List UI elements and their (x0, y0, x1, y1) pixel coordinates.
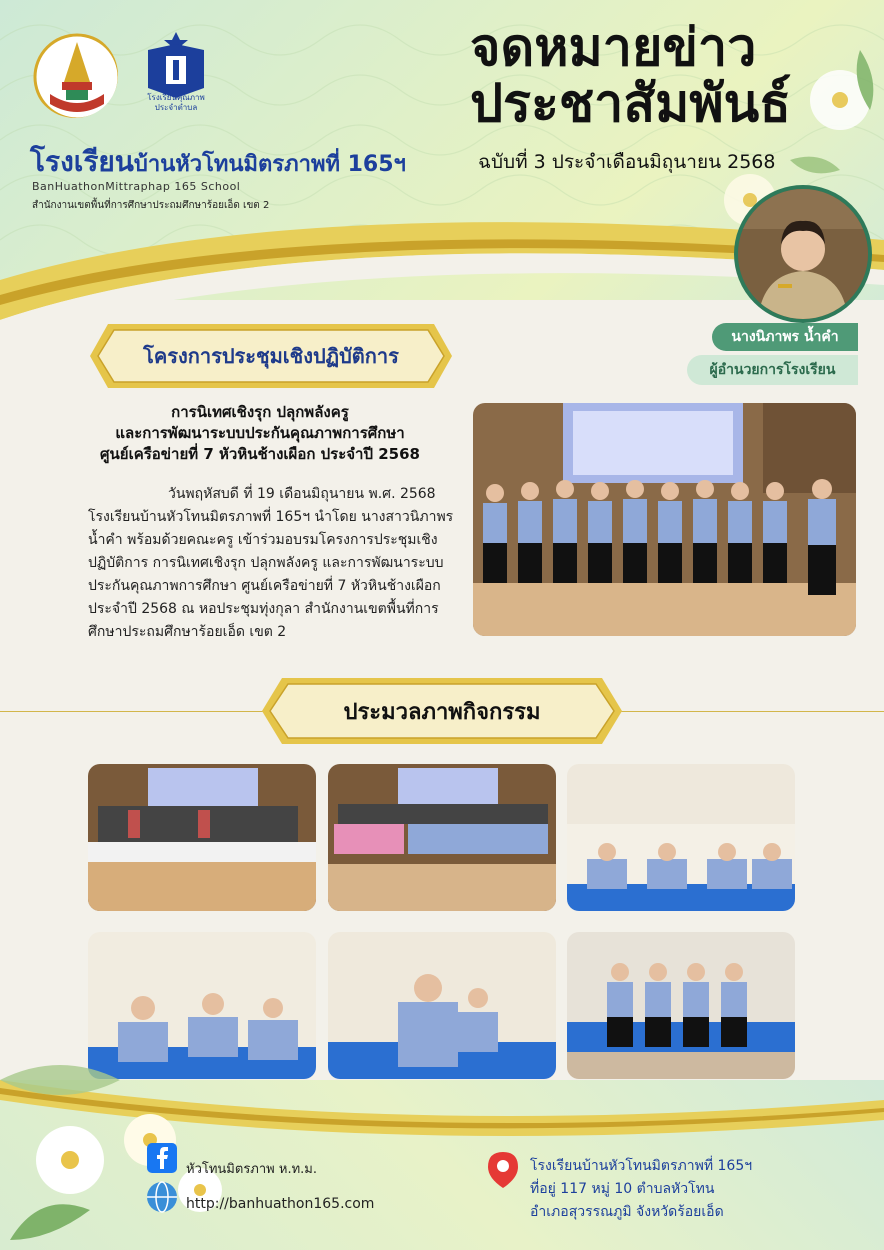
section-title-gallery: ประมวลภาพกิจกรรม (343, 699, 541, 725)
section-title-workshop: โครงการประชุมเชิงปฏิบัติการ (143, 344, 399, 368)
school-name (30, 140, 406, 184)
gallery-photo-2 (328, 764, 556, 911)
school-emblem-logo (32, 32, 118, 118)
newsletter-title-line1: จดหมายข่าว (470, 18, 757, 78)
headline-line-2: และการพัฒนาระบบประกันคุณภาพการศึกษา (115, 424, 405, 442)
director-name: นางนิภาพร น้ำคำ (712, 323, 858, 351)
facebook-icon[interactable] (147, 1143, 177, 1173)
gallery-photo-3 (567, 764, 795, 911)
facebook-link[interactable]: หัวโทนมิตรภาพ ห.ท.ม. (186, 1162, 317, 1177)
article-headline (60, 402, 460, 465)
quality-school-caption: โรงเรียนคุณภาพ ประจำตำบล (147, 93, 205, 112)
main-group-photo (473, 403, 856, 636)
article-body: วันพฤหัสบดี ที่ 19 เดือนมิถุนายน พ.ศ. 2568 โรงเรียนบ้านหัวโทนมิตรภาพที่ 165ฯ นำโดย นางสาวนิภาพร น้ำคำ พร้อมด้วยคณะครู เข้าร่วมอบรมโครงการประชุมเชิงปฏิบัติการ การนิเทศเชิงรุก ปลุกพลังครู และการพัฒนาระบบประกันคุณภาพการศึกษา ศูนย์เครือข่ายที่ 7 หัวหินช้างเผือก ประจำปี 2568 ณ หอประชุมทุ่งกุลา สำนักงานเขตพื้นที่การศึกษาประถมศึกษาร้อยเอ็ด เขต 2 (88, 486, 454, 640)
footer-flower-decoration-icon (0, 1040, 250, 1250)
globe-icon[interactable] (145, 1180, 179, 1214)
newsletter-title-line2: ประชาสัมพันธ์ (470, 74, 791, 134)
address-line-1: โรงเรียนบ้านหัวโทนมิตรภาพที่ 165ฯ (530, 1158, 753, 1174)
issue-label: ฉบับที่ 3 ประจำเดือนมิถุนายน 2568 (478, 151, 776, 173)
headline-line-1: การนิเทศเชิงรุก ปลุกพลังครู (171, 403, 349, 421)
director-position: ผู้อำนวยการโรงเรียน (687, 355, 858, 385)
director-photo (734, 185, 872, 323)
school-name-english: BanHuathonMittraphap 165 School (32, 180, 241, 193)
website-link[interactable]: http://banhuathon165.com (186, 1196, 375, 1212)
school-address (530, 1155, 752, 1224)
school-name-rest: บ้านหัวโทนมิตรภาพที่ 165ฯ (133, 152, 406, 177)
education-office: สำนักงานเขตพื้นที่การศึกษาประถมศึกษาร้อยเอ็ด เขต 2 (32, 200, 270, 211)
gallery-photo-1 (88, 764, 316, 911)
gallery-photo-6 (567, 932, 795, 1079)
school-name-main: โรงเรียน (30, 145, 134, 178)
headline-line-3: ศูนย์เครือข่ายที่ 7 หัวหินช้างเผือก ประจำปี 2568 (100, 445, 420, 463)
address-line-2: ที่อยู่ 117 หมู่ 10 ตำบลหัวโทน (530, 1181, 715, 1197)
location-pin-icon (486, 1150, 520, 1190)
gallery-photo-5 (328, 932, 556, 1079)
address-line-3: อำเภอสุวรรณภูมิ จังหวัดร้อยเอ็ด (530, 1204, 724, 1220)
